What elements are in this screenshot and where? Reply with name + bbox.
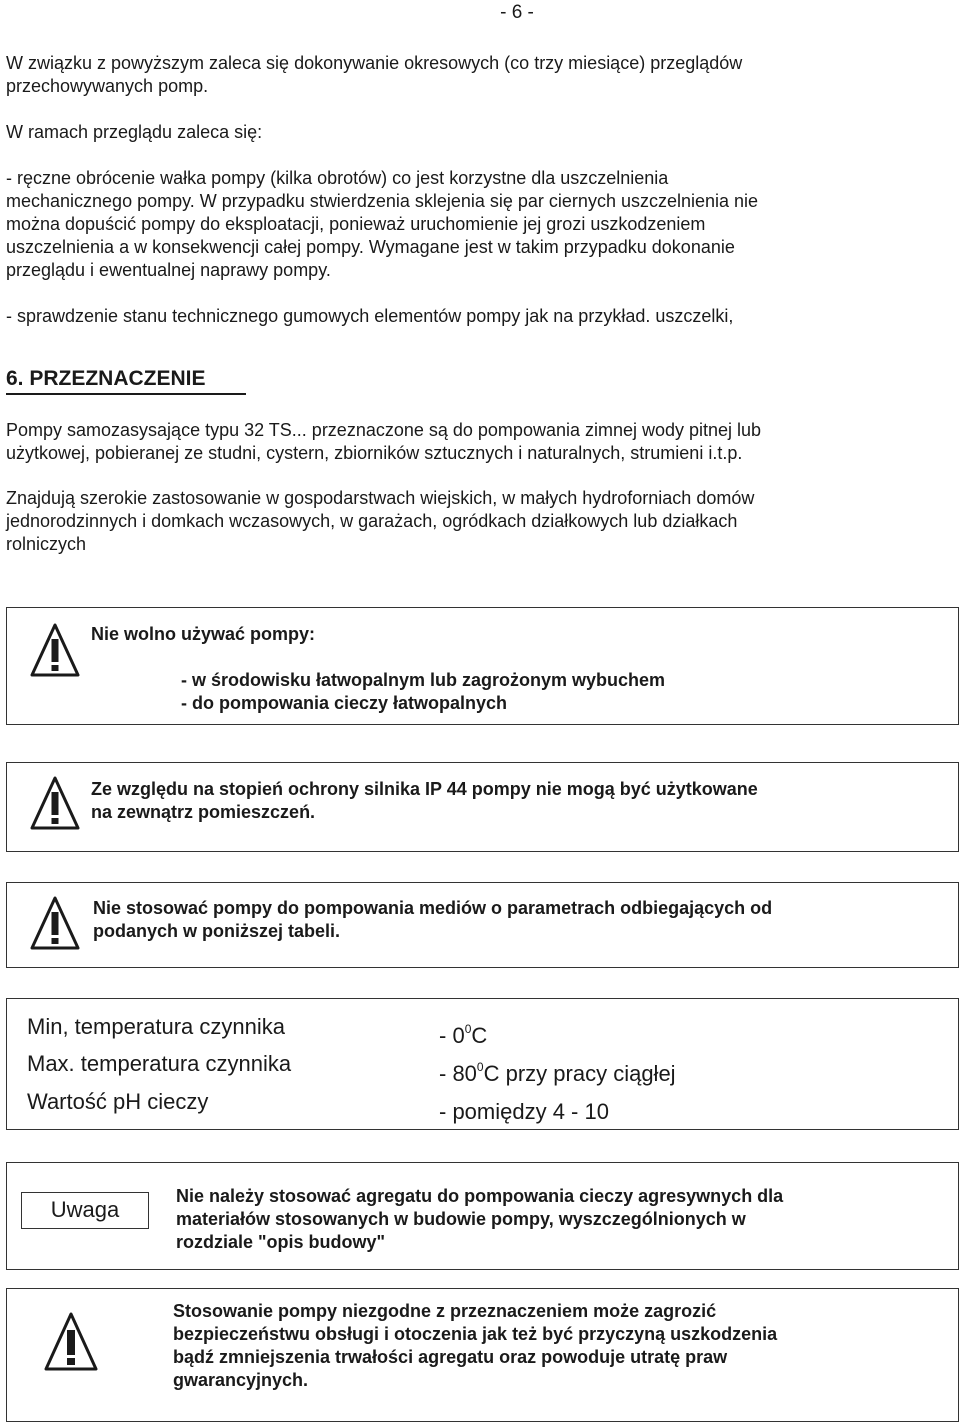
page-number: - 6 - bbox=[500, 2, 534, 23]
warning-title: Nie wolno używać pompy: bbox=[91, 624, 316, 644]
text-line: jednorodzinnych i domkach wczasowych, w garażach, ogródkach działkowych lub działkach bbox=[6, 511, 738, 531]
spec-table bbox=[6, 998, 959, 1130]
text-line: uszczelnienia a w konsekwencji całej pompy. Wymagane jest w takim przypadku dokonanie bbox=[6, 237, 735, 257]
spec-label: Wartość pH cieczy bbox=[27, 1089, 209, 1114]
text-line: bądź zmniejszenia trwałości agregatu oraz powoduje utratę praw bbox=[173, 1347, 728, 1367]
warning-icon bbox=[43, 1311, 99, 1373]
text-line: Nie stosować pompy do pompowania mediów o parametrach odbiegających od bbox=[93, 898, 773, 918]
text-line: użytkowej, pobieranej ze studni, cystern, zbiorników sztucznych i naturalnych, strumieni i.t.p. bbox=[6, 443, 743, 463]
text-line: - ręczne obrócenie wałka pompy (kilka obrotów) co jest korzystne dla uszczelnienia bbox=[6, 168, 669, 188]
spec-value: - $80^0C$ przy pracy ciągłej bbox=[439, 1060, 676, 1086]
spec-label: Max. temperatura czynnika bbox=[27, 1051, 292, 1076]
text-line: bezpieczeństwu obsługi i otoczenia jak też być przyczyną uszkodzenia bbox=[173, 1324, 778, 1344]
warning-text bbox=[93, 897, 772, 943]
warning-box-3 bbox=[6, 882, 959, 968]
text-line: gwarancyjnych. bbox=[173, 1370, 309, 1390]
warning-icon bbox=[29, 895, 81, 951]
text-line: można dopuścić pompy do eksploatacji, ponieważ uruchomienie jej grozi uszkodzeniem bbox=[6, 214, 706, 234]
list-item: - w środowisku łatwopalnym lub zagrożonym wybuchem bbox=[181, 670, 666, 690]
text-line: W związku z powyższym zaleca się dokonywanie okresowych (co trzy miesiące) przeglądów bbox=[6, 53, 743, 73]
text-line: mechanicznego pompy. W przypadku stwierdzenia sklejenia się par ciernych uszczelnienia nie bbox=[6, 191, 759, 211]
text-line: przechowywanych pomp. bbox=[6, 76, 209, 96]
intro-paragraph-2: W ramach przeglądu zaleca się: bbox=[6, 122, 263, 142]
warning-text bbox=[91, 778, 758, 824]
notice-text bbox=[176, 1185, 783, 1254]
intro-paragraph-3 bbox=[6, 167, 936, 282]
text-line: podanych w poniższej tabeli. bbox=[93, 921, 341, 941]
warning-icon bbox=[29, 775, 81, 831]
text-line: Pompy samozasysające typu 32 TS... przeznaczone są do pompowania zimnej wody pitnej lub bbox=[6, 420, 762, 440]
uwaga-badge: Uwaga bbox=[21, 1192, 149, 1229]
warning-box-4 bbox=[6, 1288, 959, 1422]
spec-value: - $0^0C$ bbox=[439, 1022, 488, 1048]
warning-icon bbox=[29, 622, 81, 678]
text-line: Nie należy stosować agregatu do pompowania cieczy agresywnych dla bbox=[176, 1186, 784, 1206]
intro-paragraph-1 bbox=[6, 52, 936, 98]
section-paragraph-2 bbox=[6, 487, 936, 556]
warning-box-2 bbox=[6, 762, 959, 852]
section-heading: 6. PRZEZNACZENIE bbox=[6, 367, 206, 390]
heading-underline bbox=[6, 393, 246, 395]
warning-text bbox=[173, 1300, 777, 1392]
text-line: przeglądu i ewentualnej naprawy pompy. bbox=[6, 260, 331, 280]
warning-box-1 bbox=[6, 607, 959, 725]
text-line: Ze względu na stopień ochrony silnika IP 44 pompy nie mogą być użytkowane bbox=[91, 779, 758, 799]
text-line: materiałów stosowanych w budowie pompy, wyszczególnionych w bbox=[176, 1209, 746, 1229]
text-line: rolniczych bbox=[6, 534, 87, 554]
text-line: na zewnątrz pomieszczeń. bbox=[91, 802, 316, 822]
section-paragraph-1 bbox=[6, 419, 936, 465]
text-line: Znajdują szerokie zastosowanie w gospodarstwach wiejskich, w małych hydroforniach domów bbox=[6, 488, 755, 508]
text-line: Stosowanie pompy niezgodne z przeznaczeniem może zagrozić bbox=[173, 1301, 717, 1321]
spec-label: Min, temperatura czynnika bbox=[27, 1014, 285, 1039]
text-line: rozdziale "opis budowy" bbox=[176, 1232, 386, 1252]
list-item: - do pompowania cieczy łatwopalnych bbox=[181, 693, 508, 713]
spec-value: - pomiędzy 4 - 10 bbox=[439, 1099, 609, 1124]
warning-list bbox=[181, 669, 665, 715]
intro-paragraph-4: - sprawdzenie stanu technicznego gumowych elementów pompy jak na przykład. uszczelki, bbox=[6, 306, 734, 326]
